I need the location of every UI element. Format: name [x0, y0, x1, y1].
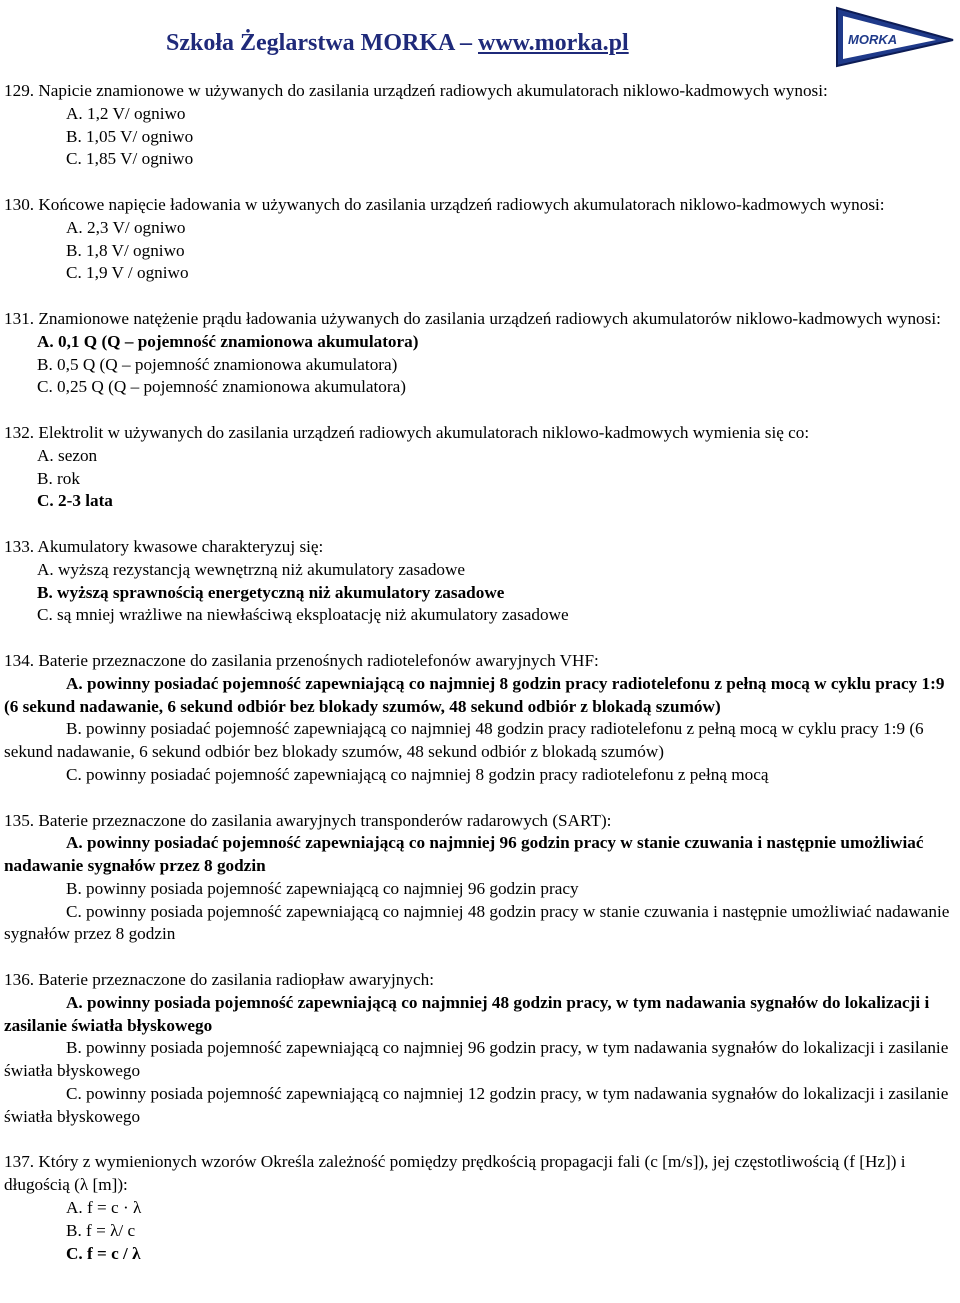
answer-b-correct: B. wyższą sprawnością energetyczną niż akumulatory zasadowe — [37, 582, 505, 602]
answer-a: A. sezon — [37, 445, 98, 465]
answer-a-correct: A. powinny posiadać pojemność zapewniającą co najmniej 96 godzin pracy w stanie czuwania i następnie umożliwiać nadawanie sygnałów przez 8 godzin — [4, 833, 924, 876]
question-text: 133. Akumulatory kwasowe charakteryzuj się: — [4, 536, 324, 556]
page-header — [0, 0, 960, 80]
question-131 — [4, 308, 956, 399]
question-135 — [4, 810, 956, 947]
logo-text: MORKA — [848, 32, 898, 47]
answer-a: A. wyższą rezystancją wewnętrzną niż akumulatory zasadowe — [37, 559, 466, 579]
question-text: 129. Napicie znamionowe w używanych do zasilania urządzeń radiowych akumulatorach niklowo-kadmowych wynosi: — [4, 81, 828, 100]
answer-b: B. rok — [37, 468, 80, 488]
question-text: 136. Baterie przeznaczone do zasilania radiopław awaryjnych: — [4, 970, 434, 990]
answer-b: B. powinny posiadać pojemność zapewniającą co najmniej 48 godzin pracy radiotelefonu z pełną mocą w cyklu pracy 1:9 (6 sekund nadawanie, 6 sekund odbiór bez blokady szumów, 48 sekund odbiór z blokadą szumów) — [4, 719, 924, 762]
answer-c-correct: C. f = c / λ — [66, 1243, 141, 1263]
question-134 — [4, 650, 956, 787]
answer-c: C. 0,25 Q (Q – pojemność znamionowa akumulatora) — [37, 377, 406, 397]
website-link[interactable]: www.morka.pl — [478, 30, 629, 56]
question-text: 137. Który z wymienionych wzorów Określa zależność pomiędzy prędkością propagacji fali (c [m/s]), jej częstotliwością (f [Hz]) i długością (λ [m]): — [4, 1152, 906, 1195]
question-133 — [4, 536, 956, 627]
answer-a: A. 2,3 V/ ogniwo — [66, 217, 186, 237]
header-title — [166, 30, 629, 57]
answer-c: C. powinny posiada pojemność zapewniającą co najmniej 12 godzin pracy, w tym nadawania sygnałów do lokalizacji i zasilanie światła błyskowego — [4, 1084, 949, 1126]
answer-a: A. 1,2 V/ ogniwo — [66, 103, 186, 123]
answer-b: B. 1,8 V/ ogniwo — [66, 240, 185, 260]
question-text: 132. Elektrolit w używanych do zasilania urządzeń radiowych akumulatorach niklowo-kadmowych wymienia się co: — [4, 422, 810, 442]
school-name: Szkoła Żeglarstwa MORKA – — [166, 30, 472, 56]
answer-a-correct: A. powinny posiada pojemność zapewniającą co najmniej 48 godzin pracy, w tym nadawania sygnałów do lokalizacji i zasilanie światła błyskowego — [4, 992, 930, 1035]
question-text: 135. Baterie przeznaczone do zasilania awaryjnych transponderów radarowych (SART): — [4, 810, 612, 830]
question-136 — [4, 969, 956, 1129]
morka-logo — [834, 4, 956, 68]
question-129 — [4, 80, 956, 171]
answer-a: A. f = c · λ — [66, 1198, 142, 1218]
answer-b: B. powinny posiada pojemność zapewniającą co najmniej 96 godzin pracy — [66, 878, 579, 898]
answer-b: B. powinny posiada pojemność zapewniającą co najmniej 96 godzin pracy, w tym nadawania sygnałów do lokalizacji i zasilanie światła błyskowego — [4, 1038, 949, 1081]
answer-c: C. 1,85 V/ ogniwo — [66, 149, 194, 169]
question-132 — [4, 422, 956, 513]
question-text: 131. Znamionowe natężenie prądu ładowania używanych do zasilania urządzeń radiowych akumulatorów niklowo-kadmowych wynosi: — [4, 308, 941, 328]
answer-b: B. 0,5 Q (Q – pojemność znamionowa akumulatora) — [37, 354, 398, 374]
answer-b: B. 1,05 V/ ogniwo — [66, 126, 194, 146]
answer-b: B. f = λ/ c — [66, 1220, 136, 1240]
answer-a-correct: A. 0,1 Q (Q – pojemność znamionowa akumulatora) — [37, 331, 419, 351]
question-130 — [4, 194, 956, 285]
answer-a-correct: A. powinny posiadać pojemność zapewniającą co najmniej 8 godzin pracy radiotelefonu z pełną mocą w cyklu pracy 1:9 (6 sekund nadawanie, 6 sekund odbiór bez blokady szumów, 48 sekund odbiór z blokadą szumów) — [4, 673, 945, 716]
answer-c: C. są mniej wrażliwe na niewłaściwą eksploatację niż akumulatory zasadowe — [37, 605, 569, 625]
answer-c: C. powinny posiada pojemność zapewniającą co najmniej 48 godzin pracy w stanie czuwania i następnie umożliwiać nadawanie sygnałów przez 8 godzin — [4, 901, 950, 944]
question-text: 134. Baterie przeznaczone do zasilania przenośnych radiotelefonów awaryjnych VHF: — [4, 650, 599, 670]
answer-c: C. 1,9 V / ogniwo — [66, 263, 189, 283]
answer-c-correct: C. 2-3 lata — [37, 491, 113, 511]
question-137 — [4, 1151, 956, 1265]
answer-c: C. powinny posiadać pojemność zapewniającą co najmniej 8 godzin pracy radiotelefonu z pełną mocą — [66, 764, 769, 784]
question-text: 130. Końcowe napięcie ładowania w używanych do zasilania urządzeń radiowych akumulatorach niklowo-kadmowych wynosi: — [4, 194, 885, 214]
question-list — [4, 80, 956, 1288]
